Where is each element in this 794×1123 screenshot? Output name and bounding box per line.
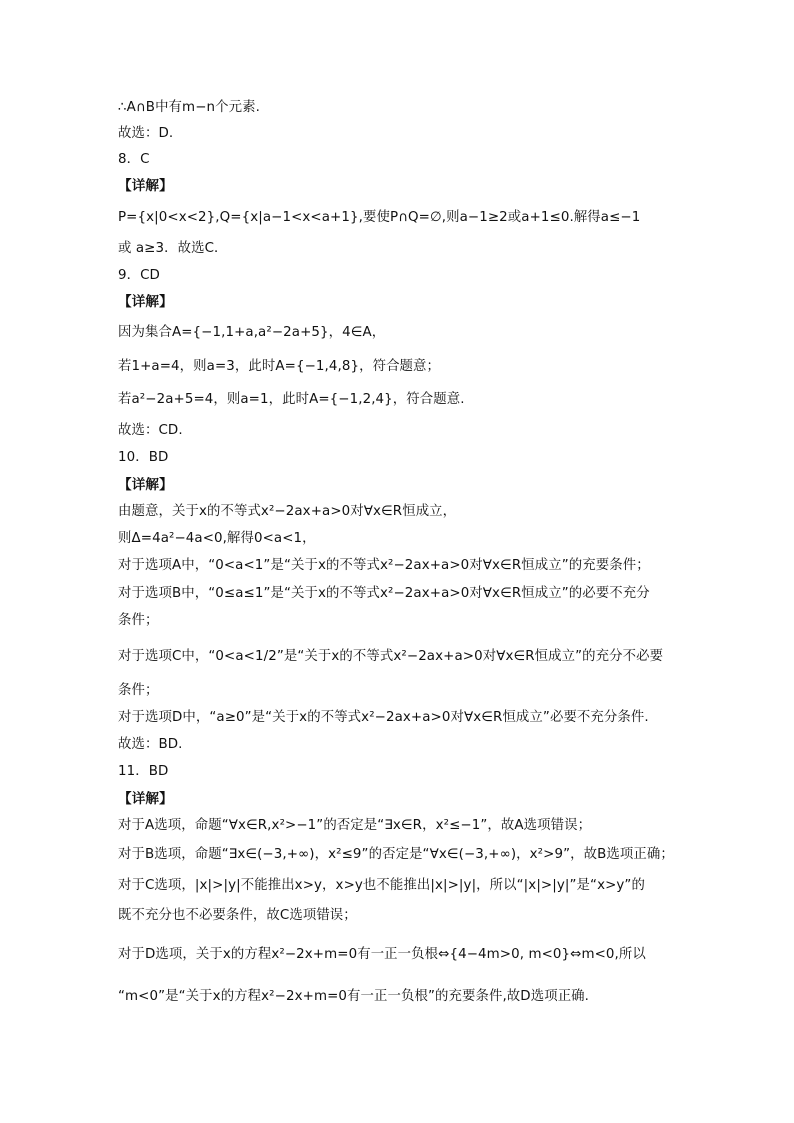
section-heading: 【详解】 [118,178,173,194]
text-line: 因为集合A={−1,1+a,a²−2a+5}，4∈A， [118,325,386,340]
text-line: 则Δ=4a²−4a<0,解得0<a<1， [118,531,316,546]
section-heading: 【详解】 [118,294,173,310]
text-line: 既不充分也不必要条件，故C选项错误； [118,908,357,923]
question-number: 8．C [118,152,150,167]
text-line: 对于D选项，关于x的方程x²−2x+m=0有一正一负根⇔{4−4m>0, m<0}⇔m<0,所以 [118,947,646,962]
text-line: 条件； [118,683,159,698]
text-line: 对于A选项，命题“∀x∈R,x²>−1”的否定是“∃x∈R，x²≤−1”，故A选项错误； [118,818,592,833]
section-heading: 【详解】 [118,477,173,493]
text-line: 若1+a=4，则a=3，此时A={−1,4,8}，符合题意； [118,359,441,374]
text-line: 故选：CD. [118,423,183,438]
text-line: 由题意，关于x的不等式x²−2ax+a>0对∀x∈R恒成立， [118,504,457,519]
text-line: 对于B选项，命题“∃x∈(−3,+∞)，x²≤9”的否定是“∀x∈(−3,+∞)，x²>9”，故B选项正确； [118,847,674,862]
text-line: “m<0”是“关于x的方程x²−2x+m=0有一正一负根”的充要条件,故D选项正确. [118,989,590,1004]
text-line: 对于选项C中，“0<a<1/2”是“关于x的不等式x²−2ax+a>0对∀x∈R恒成立”的充分不必要 [118,649,664,664]
question-number: 10．BD [118,450,169,465]
text-line: 对于选项A中，“0<a<1”是“关于x的不等式x²−2ax+a>0对∀x∈R恒成立”的充要条件； [118,558,650,573]
section-heading: 【详解】 [118,791,173,807]
text-line: ∴A∩B中有m−n个元素. [118,100,260,115]
text-line: 若a²−2a+5=4，则a=1，此时A={−1,2,4}，符合题意. [118,392,465,407]
text-line: 对于选项D中，“a≥0”是“关于x的不等式x²−2ax+a>0对∀x∈R恒成立”必要不充分条件. [118,710,649,725]
text-line: 或 a≥3．故选C． [118,241,228,256]
text-line: 对于C选项，|x|>|y|不能推出x>y，x>y也不能推出|x|>|y|，所以“|x|>|y|”是“x>y”的 [118,878,645,893]
question-number: 9．CD [118,268,160,283]
text-line: 对于选项B中，“0≤a≤1”是“关于x的不等式x²−2ax+a>0对∀x∈R恒成立”的必要不充分 [118,586,650,601]
text-line: P={x|0<x<2},Q={x|a−1<x<a+1},要使P∩Q=∅,则a−1≥2或a+1≤0.解得a≤−1 [118,210,641,225]
text-line: 故选：BD. [118,737,183,752]
text-line: 故选：D. [118,126,174,141]
question-number: 11．BD [118,764,169,779]
text-line: 条件； [118,613,159,628]
